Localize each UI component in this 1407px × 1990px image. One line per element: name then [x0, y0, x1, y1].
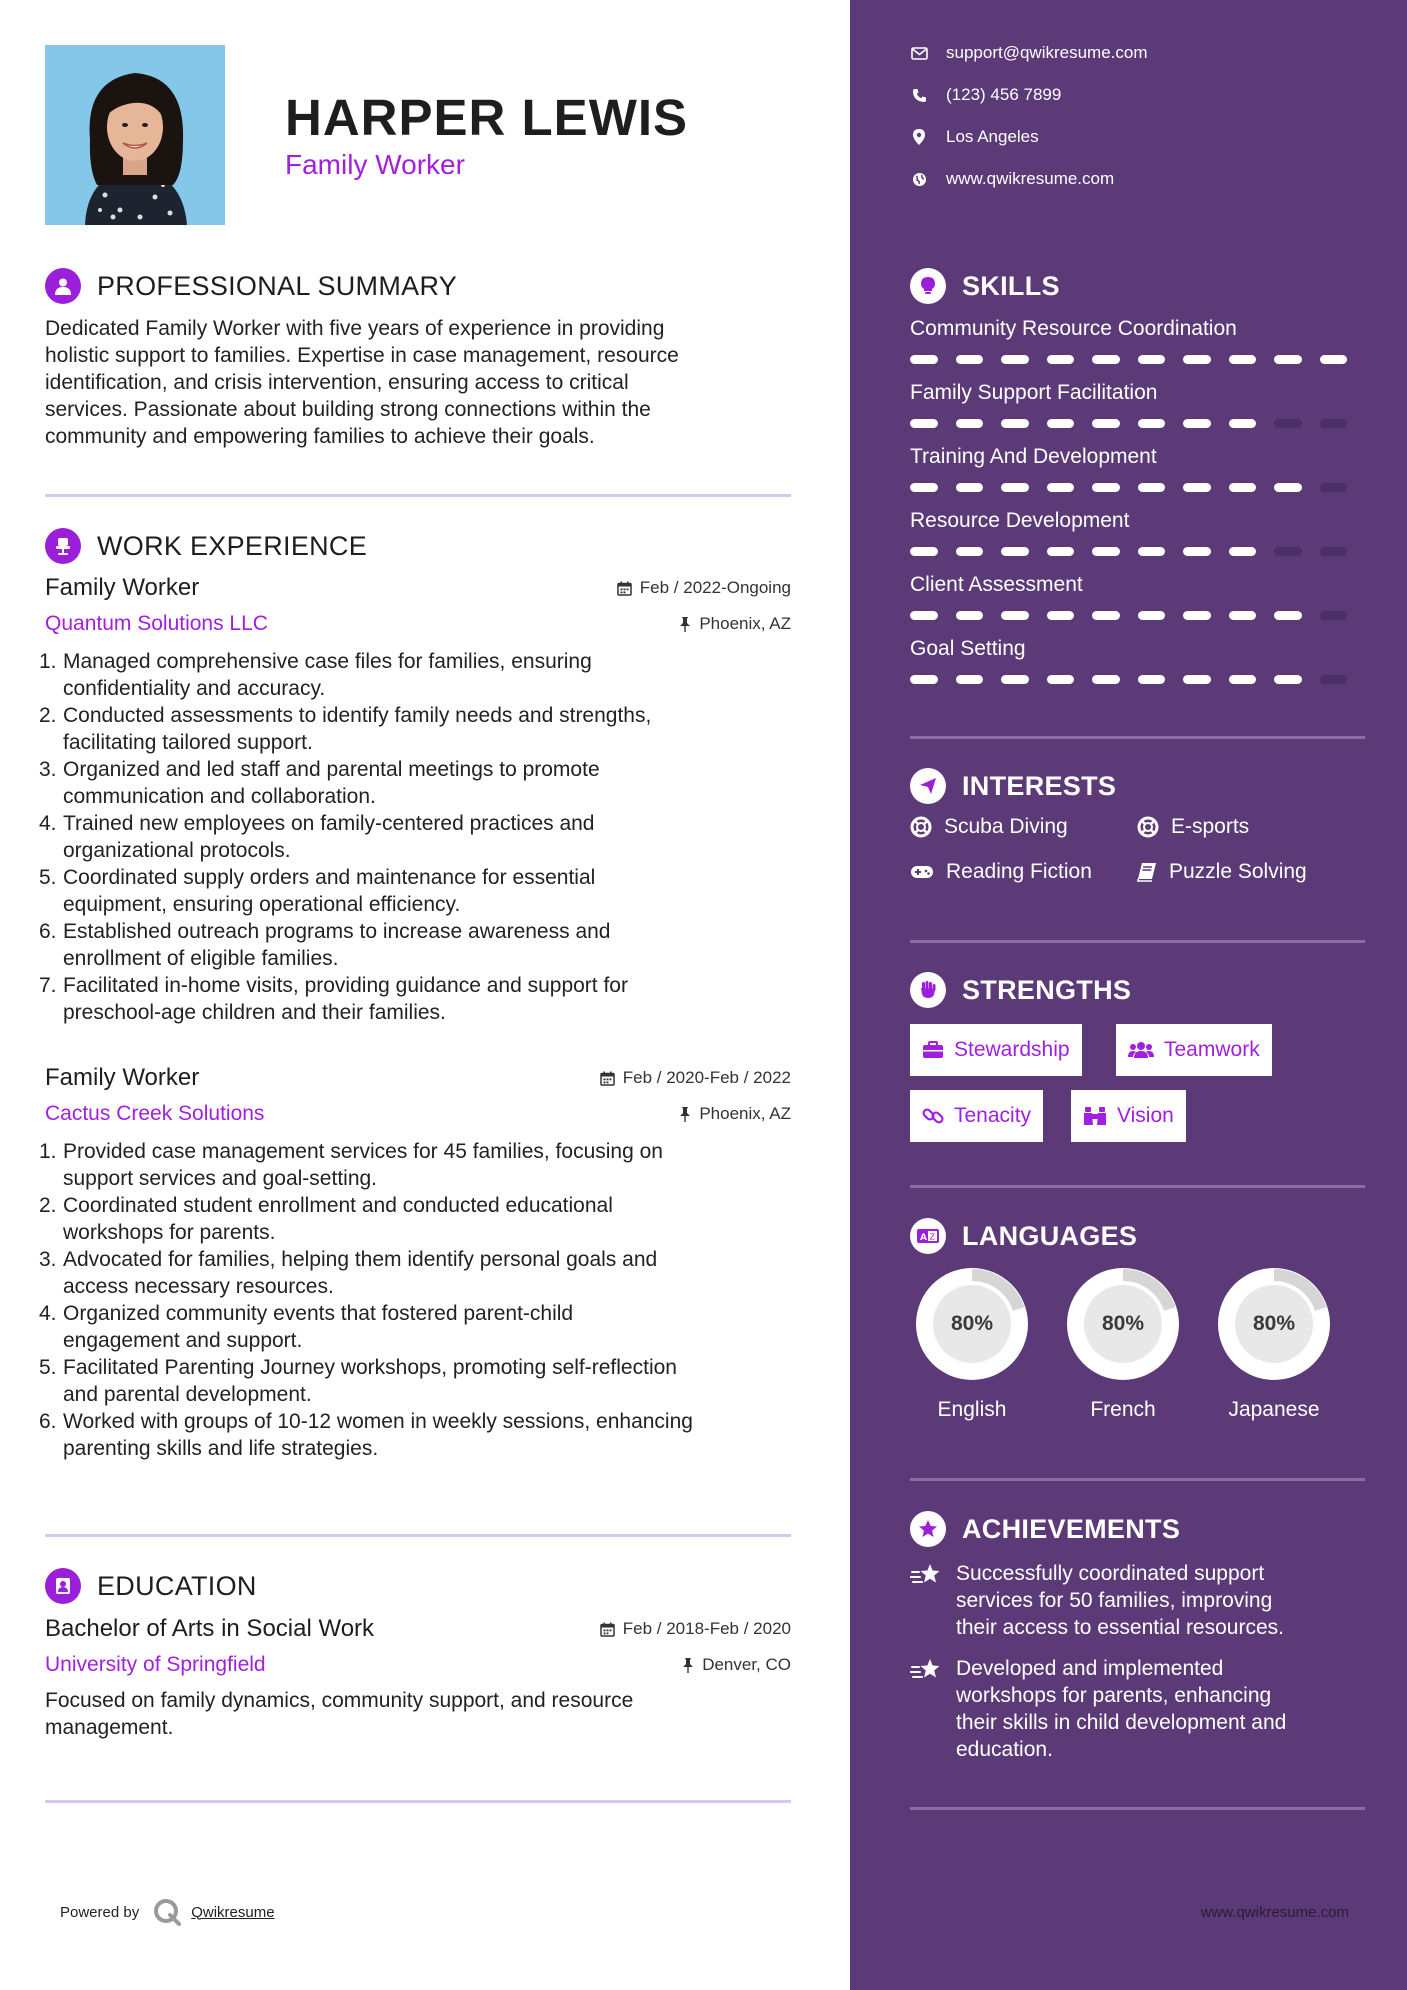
skill-level-dash [1320, 611, 1348, 620]
skill-level-dash [1274, 547, 1302, 556]
languages-title: LANGUAGES [962, 1220, 1138, 1251]
envelope-icon [911, 47, 928, 60]
interests-heading [910, 768, 1116, 804]
skill-level-dash [1047, 355, 1075, 364]
email-text: support@qwikresume.com [946, 43, 1148, 62]
languages-heading [910, 1218, 1137, 1254]
summary-text [45, 315, 785, 450]
skill-level-dash [1001, 611, 1029, 620]
job-location [679, 606, 791, 642]
skill-level-dash [910, 547, 938, 556]
skill-level-dash [956, 675, 984, 684]
skill-name: Training And Development [910, 445, 1157, 468]
summary-line: Dedicated Family Worker with five years of experience in providing [45, 317, 665, 340]
job-location-text: Phoenix, AZ [699, 614, 791, 633]
footer-website[interactable]: www.qwikresume.com [1200, 1904, 1349, 1921]
language-item [910, 1262, 1034, 1422]
list-item: 3. Organized and led staff and parental meetings to promote communication and collaboration. [39, 758, 600, 808]
language-progress-ring [910, 1262, 1034, 1386]
education-location [682, 1647, 791, 1683]
skill-level-dash [1092, 419, 1120, 428]
skill-level-dash [1229, 419, 1257, 428]
svg-text:A: A [920, 1233, 927, 1243]
job-location [679, 1096, 791, 1132]
graduate-icon [45, 1568, 81, 1604]
skill-level-dash [1229, 675, 1257, 684]
skill-level-dash [1001, 675, 1029, 684]
skill-level-dash [910, 419, 938, 428]
fist-icon [910, 972, 946, 1008]
skill-level-meter [910, 355, 1365, 364]
skill-level-dash [1183, 675, 1211, 684]
skill-level-dash [956, 355, 984, 364]
strength-label: Stewardship [954, 1038, 1070, 1061]
interest-item [910, 815, 1068, 839]
job-dates-text: Feb / 2022-Ongoing [639, 578, 791, 597]
list-item: 7. Facilitated in-home visits, providing guidance and support for preschool-age children and their families. [39, 974, 628, 1024]
language-name: Japanese [1228, 1398, 1320, 1421]
skill-item [910, 379, 1365, 428]
skill-level-meter [910, 419, 1365, 428]
skill-level-dash [1320, 483, 1348, 492]
link-icon [922, 1105, 944, 1127]
strength-label: Teamwork [1164, 1038, 1260, 1061]
section-divider [45, 494, 791, 497]
job-dates [600, 1060, 791, 1096]
phone-text: (123) 456 7899 [946, 85, 1062, 104]
skill-level-dash [1138, 611, 1166, 620]
skill-level-dash [1092, 675, 1120, 684]
contact-email[interactable] [910, 43, 1148, 63]
skill-level-dash [1274, 419, 1302, 428]
education-line: Focused on family dynamics, community support, and resource [45, 1689, 634, 1712]
language-percent: 80% [1252, 1312, 1296, 1335]
job-dates [617, 570, 791, 606]
skill-level-dash [1138, 547, 1166, 556]
skill-level-dash [1320, 675, 1348, 684]
strengths-title: STRENGTHS [962, 974, 1132, 1005]
strength-badge [1116, 1024, 1272, 1076]
skill-level-meter [910, 547, 1365, 556]
gamepad-icon [910, 864, 934, 880]
list-item: 1. Managed comprehensive case files for families, ensuring confidentiality and accuracy. [39, 650, 592, 700]
life-ring-icon [1137, 816, 1159, 838]
skill-level-dash [1047, 547, 1075, 556]
language-progress-ring [1212, 1262, 1336, 1386]
education-dates [600, 1611, 791, 1647]
skill-level-dash [910, 483, 938, 492]
strength-badge [1071, 1090, 1186, 1142]
shooting-star-icon [910, 1657, 942, 1685]
list-item: 4. Organized community events that fostered parent-child engagement and support. [39, 1302, 574, 1352]
map-marker-icon [913, 129, 925, 145]
language-name: French [1090, 1398, 1156, 1421]
interest-item [1137, 815, 1249, 839]
section-divider [910, 940, 1365, 943]
skill-level-dash [1047, 419, 1075, 428]
achievement-item [910, 1560, 1370, 1641]
skill-level-dash [956, 483, 984, 492]
job-position: Family Worker [45, 1064, 200, 1091]
skill-name: Resource Development [910, 509, 1130, 532]
skill-level-meter [910, 611, 1365, 620]
language-progress-ring [1061, 1262, 1185, 1386]
skill-level-dash [1001, 355, 1029, 364]
interests-title: INTERESTS [962, 770, 1117, 801]
qwikresume-logo-icon [153, 1898, 181, 1926]
school-name: University of Springfield [45, 1653, 266, 1676]
skill-item [910, 443, 1365, 492]
contact-phone[interactable] [910, 85, 1061, 105]
sidebar [850, 0, 1407, 1990]
list-item: 4. Trained new employees on family-centered practices and organizational protocols. [39, 812, 595, 862]
job-title: Family Worker [285, 149, 465, 180]
skill-level-dash [1047, 611, 1075, 620]
skill-level-dash [910, 675, 938, 684]
skill-item [910, 315, 1365, 364]
company-name: Quantum Solutions LLC [45, 612, 268, 635]
education-description [45, 1687, 785, 1741]
skill-level-dash [1183, 483, 1211, 492]
language-item [1212, 1262, 1336, 1422]
skill-level-dash [1274, 675, 1302, 684]
summary-line: identification, and crisis intervention, ensuring access to critical [45, 371, 629, 394]
skill-level-dash [1229, 483, 1257, 492]
degree-name: Bachelor of Arts in Social Work [45, 1615, 375, 1642]
education-dates-text: Feb / 2018-Feb / 2020 [622, 1619, 791, 1638]
binoculars-icon [1083, 1106, 1107, 1126]
skill-level-dash [956, 547, 984, 556]
skill-level-dash [1092, 483, 1120, 492]
section-divider [45, 1534, 791, 1537]
pin-icon [682, 1658, 694, 1673]
skill-level-dash [1183, 611, 1211, 620]
skill-level-dash [956, 611, 984, 620]
user-icon [45, 268, 81, 304]
job-position: Family Worker [45, 574, 200, 601]
skill-level-dash [1320, 355, 1348, 364]
strength-label: Tenacity [954, 1104, 1032, 1127]
interest-item [1137, 860, 1307, 884]
skill-name: Family Support Facilitation [910, 381, 1158, 404]
life-ring-icon [910, 816, 932, 838]
users-icon [1128, 1041, 1154, 1059]
skills-title: SKILLS [962, 270, 1060, 301]
job-dates-text: Feb / 2020-Feb / 2022 [622, 1068, 791, 1087]
skill-level-dash [1001, 547, 1029, 556]
job-location-text: Phoenix, AZ [699, 1104, 791, 1123]
strength-label: Vision [1117, 1104, 1174, 1127]
section-divider [910, 1807, 1365, 1810]
skill-level-dash [1320, 547, 1348, 556]
experience-heading [45, 528, 367, 564]
skill-level-dash [1229, 611, 1257, 620]
skill-level-dash [956, 419, 984, 428]
svg-text:Z: Z [929, 1232, 935, 1242]
list-item: 2. Conducted assessments to identify family needs and strengths, facilitating tailored support. [39, 704, 652, 754]
company-name: Cactus Creek Solutions [45, 1102, 265, 1125]
summary-heading [45, 268, 457, 304]
calendar-icon [617, 581, 632, 596]
summary-line: services. Passionate about building strong connections within the [45, 398, 651, 421]
paper-plane-icon [910, 768, 946, 804]
skill-level-dash [910, 355, 938, 364]
star-badge-icon [910, 1511, 946, 1547]
education-line: management. [45, 1716, 174, 1739]
skill-level-dash [1138, 419, 1166, 428]
skill-level-dash [1001, 483, 1029, 492]
skill-level-dash [1320, 419, 1348, 428]
job-entry [39, 1060, 791, 1462]
experience-title: WORK EXPERIENCE [97, 530, 368, 561]
lightbulb-icon [910, 268, 946, 304]
profile-photo [45, 45, 225, 225]
strengths-heading [910, 972, 1131, 1008]
skill-item [910, 507, 1365, 556]
skill-level-dash [1092, 547, 1120, 556]
achievements-heading [910, 1511, 1180, 1547]
calendar-icon [600, 1071, 615, 1086]
skill-level-dash [1047, 675, 1075, 684]
section-divider [910, 1185, 1365, 1188]
skill-level-dash [1138, 355, 1166, 364]
chair-icon [45, 528, 81, 564]
contact-website[interactable] [910, 169, 1114, 189]
summary-title: PROFESSIONAL SUMMARY [97, 270, 458, 301]
summary-line: holistic support to families. Expertise in case management, resource [45, 344, 679, 367]
section-divider [910, 1478, 1365, 1481]
qwikresume-link[interactable]: Qwikresume [191, 1903, 275, 1921]
skill-level-dash [1274, 355, 1302, 364]
powered-by [60, 1898, 275, 1926]
interest-item [910, 860, 1092, 884]
interest-label: E-sports [1171, 815, 1250, 838]
education-title: EDUCATION [97, 1570, 257, 1601]
skill-level-dash [1183, 547, 1211, 556]
skill-name: Goal Setting [910, 637, 1026, 660]
skill-level-dash [1229, 547, 1257, 556]
skill-level-dash [1183, 419, 1211, 428]
skill-level-dash [910, 611, 938, 620]
pin-icon [679, 617, 691, 632]
interest-label: Scuba Diving [944, 815, 1068, 838]
list-item: 6. Worked with groups of 10-12 women in weekly sessions, enhancing parenting skills and life strategies. [39, 1410, 693, 1460]
job-bullet-list [39, 648, 791, 1026]
section-divider [45, 1800, 791, 1803]
summary-line: community and empowering families to achieve their goals. [45, 425, 595, 448]
powered-by-label: Powered by [60, 1903, 140, 1921]
education-heading [45, 1568, 257, 1604]
skill-level-meter [910, 483, 1365, 492]
strength-badge [910, 1090, 1043, 1142]
skill-level-dash [1138, 675, 1166, 684]
language-percent: 80% [1101, 1312, 1145, 1335]
contact-location [910, 127, 1039, 147]
achievement-text: Developed and implemented workshops for parents, enhancing their skills in child development and education. [956, 1657, 1287, 1761]
skill-level-dash [1001, 419, 1029, 428]
skill-level-dash [1183, 355, 1211, 364]
location-text: Los Angeles [946, 127, 1039, 146]
education-entry [45, 1611, 791, 1737]
phone-icon [912, 88, 927, 103]
skill-level-dash [1274, 611, 1302, 620]
skill-level-meter [910, 675, 1365, 684]
list-item: 2. Coordinated student enrollment and conducted educational workshops for parents. [39, 1194, 613, 1244]
globe-icon [912, 172, 927, 187]
language-item [1061, 1262, 1185, 1422]
interest-label: Reading Fiction [946, 860, 1092, 883]
strength-badge [910, 1024, 1082, 1076]
interest-label: Puzzle Solving [1169, 860, 1307, 883]
list-item: 5. Coordinated supply orders and maintenance for essential equipment, ensuring operational efficiency. [39, 866, 596, 916]
achievement-item [910, 1655, 1370, 1763]
list-item: 3. Advocated for families, helping them identify personal goals and access necessary resources. [39, 1248, 658, 1298]
book-icon [1137, 862, 1157, 882]
achievements-title: ACHIEVEMENTS [962, 1513, 1181, 1544]
list-item: 1. Provided case management services for 45 families, focusing on support services and goal-setting. [39, 1140, 663, 1190]
language-name: English [937, 1398, 1007, 1421]
skill-level-dash [1229, 355, 1257, 364]
list-item: 5. Facilitated Parenting Journey workshops, promoting self-reflection and parental development. [39, 1356, 677, 1406]
skill-level-dash [1092, 355, 1120, 364]
job-bullet-list [39, 1138, 791, 1462]
calendar-icon [600, 1622, 615, 1637]
achievement-text: Successfully coordinated support services for 50 families, improving their access to essential resources. [956, 1562, 1284, 1639]
shooting-star-icon [910, 1562, 942, 1590]
skill-item [910, 571, 1365, 620]
language-icon [910, 1218, 946, 1254]
briefcase-icon [922, 1041, 944, 1059]
skill-level-dash [1138, 483, 1166, 492]
skill-name: Community Resource Coordination [910, 317, 1237, 340]
section-divider [910, 736, 1365, 739]
skills-heading [910, 268, 1060, 304]
skill-name: Client Assessment [910, 573, 1083, 596]
job-entry [39, 570, 791, 1026]
candidate-name: HARPER LEWIS [285, 89, 689, 146]
website-text: www.qwikresume.com [946, 169, 1115, 188]
skill-level-dash [1274, 483, 1302, 492]
education-location-text: Denver, CO [702, 1655, 791, 1674]
pin-icon [679, 1107, 691, 1122]
list-item: 6. Established outreach programs to increase awareness and enrollment of eligible families. [39, 920, 611, 970]
language-percent: 80% [950, 1312, 994, 1335]
skill-level-dash [1047, 483, 1075, 492]
skill-item [910, 635, 1365, 684]
skill-level-dash [1092, 611, 1120, 620]
